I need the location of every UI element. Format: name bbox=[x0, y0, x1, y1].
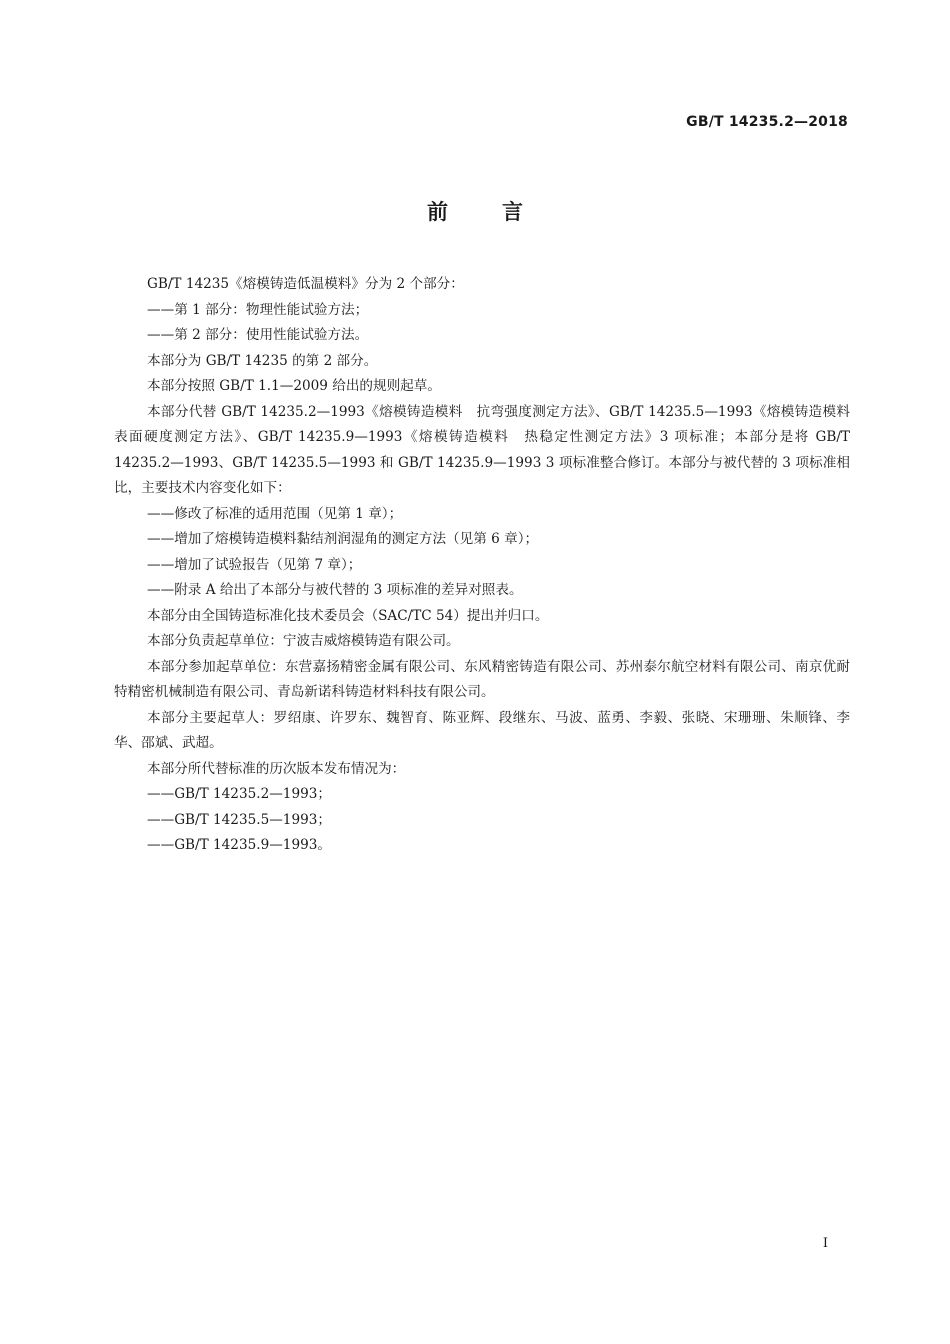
list-item: ——第 2 部分：使用性能试验方法。 bbox=[147, 327, 369, 343]
paragraph: 本部分参加起草单位：东营嘉扬精密金属有限公司、东风精密铸造有限公司、苏州泰尔航空材料有限公司、南京优耐特精密机械制造有限公司、青岛新诺科铸造材料科技有限公司。 bbox=[114, 658, 850, 700]
list-item: ——附录 A 给出了本部分与被代替的 3 项标准的差异对照表。 bbox=[147, 582, 523, 598]
paragraph: 本部分按照 GB/T 1.1—2009 给出的规则起草。 bbox=[147, 378, 441, 394]
list-item: ——增加了试验报告（见第 7 章）； bbox=[147, 556, 362, 573]
list-item: ——增加了熔模铸造模料黏结剂润湿角的测定方法（见第 6 章）； bbox=[147, 531, 539, 547]
list-item: ——第 1 部分：物理性能试验方法； bbox=[147, 301, 369, 318]
standard-number: GB/T 14235.2—2018 bbox=[686, 114, 848, 130]
paragraph: 本部分代替 GB/T 14235.2—1993《熔模铸造模料 抗弯强度测定方法》、GB/T 14235.5—1993《熔模铸造模料 表面硬度测定方法》、GB/T 14235.9—1993《熔模铸造模料 热稳定性测定方法》3 项标准；本部分是将 GB/T 14235.2—1993、GB/T 14235.5—1993 和 GB/T 14235.9—1993 3 项标准整合修订。本部分与被代替的 3 项标准相比，主要技术内容变化如下： bbox=[114, 403, 864, 496]
page-number: I bbox=[822, 1236, 828, 1251]
page-title: 前言 bbox=[427, 200, 577, 224]
paragraph: GB/T 14235《熔模铸造低温模料》分为 2 个部分： bbox=[147, 276, 464, 292]
paragraph: 本部分为 GB/T 14235 的第 2 部分。 bbox=[147, 352, 378, 369]
paragraph: 本部分主要起草人：罗绍康、许罗东、魏智育、陈亚辉、段继东、马波、蓝勇、李毅、张晓、宋珊珊、朱顺锋、李华、邵斌、武超。 bbox=[114, 709, 850, 751]
list-item: ——GB/T 14235.5—1993； bbox=[147, 811, 332, 828]
document-body bbox=[114, 272, 864, 859]
paragraph: 本部分由全国铸造标准化技术委员会（SAC/TC 54）提出并归口。 bbox=[147, 607, 549, 624]
paragraph: 本部分负责起草单位：宁波吉威熔模铸造有限公司。 bbox=[147, 633, 460, 649]
list-item: ——GB/T 14235.2—1993； bbox=[147, 786, 332, 802]
paragraph: 本部分所代替标准的历次版本发布情况为： bbox=[147, 760, 406, 777]
list-item: ——修改了标准的适用范围（见第 1 章）； bbox=[147, 505, 403, 522]
list-item: ——GB/T 14235.9—1993。 bbox=[147, 837, 332, 853]
